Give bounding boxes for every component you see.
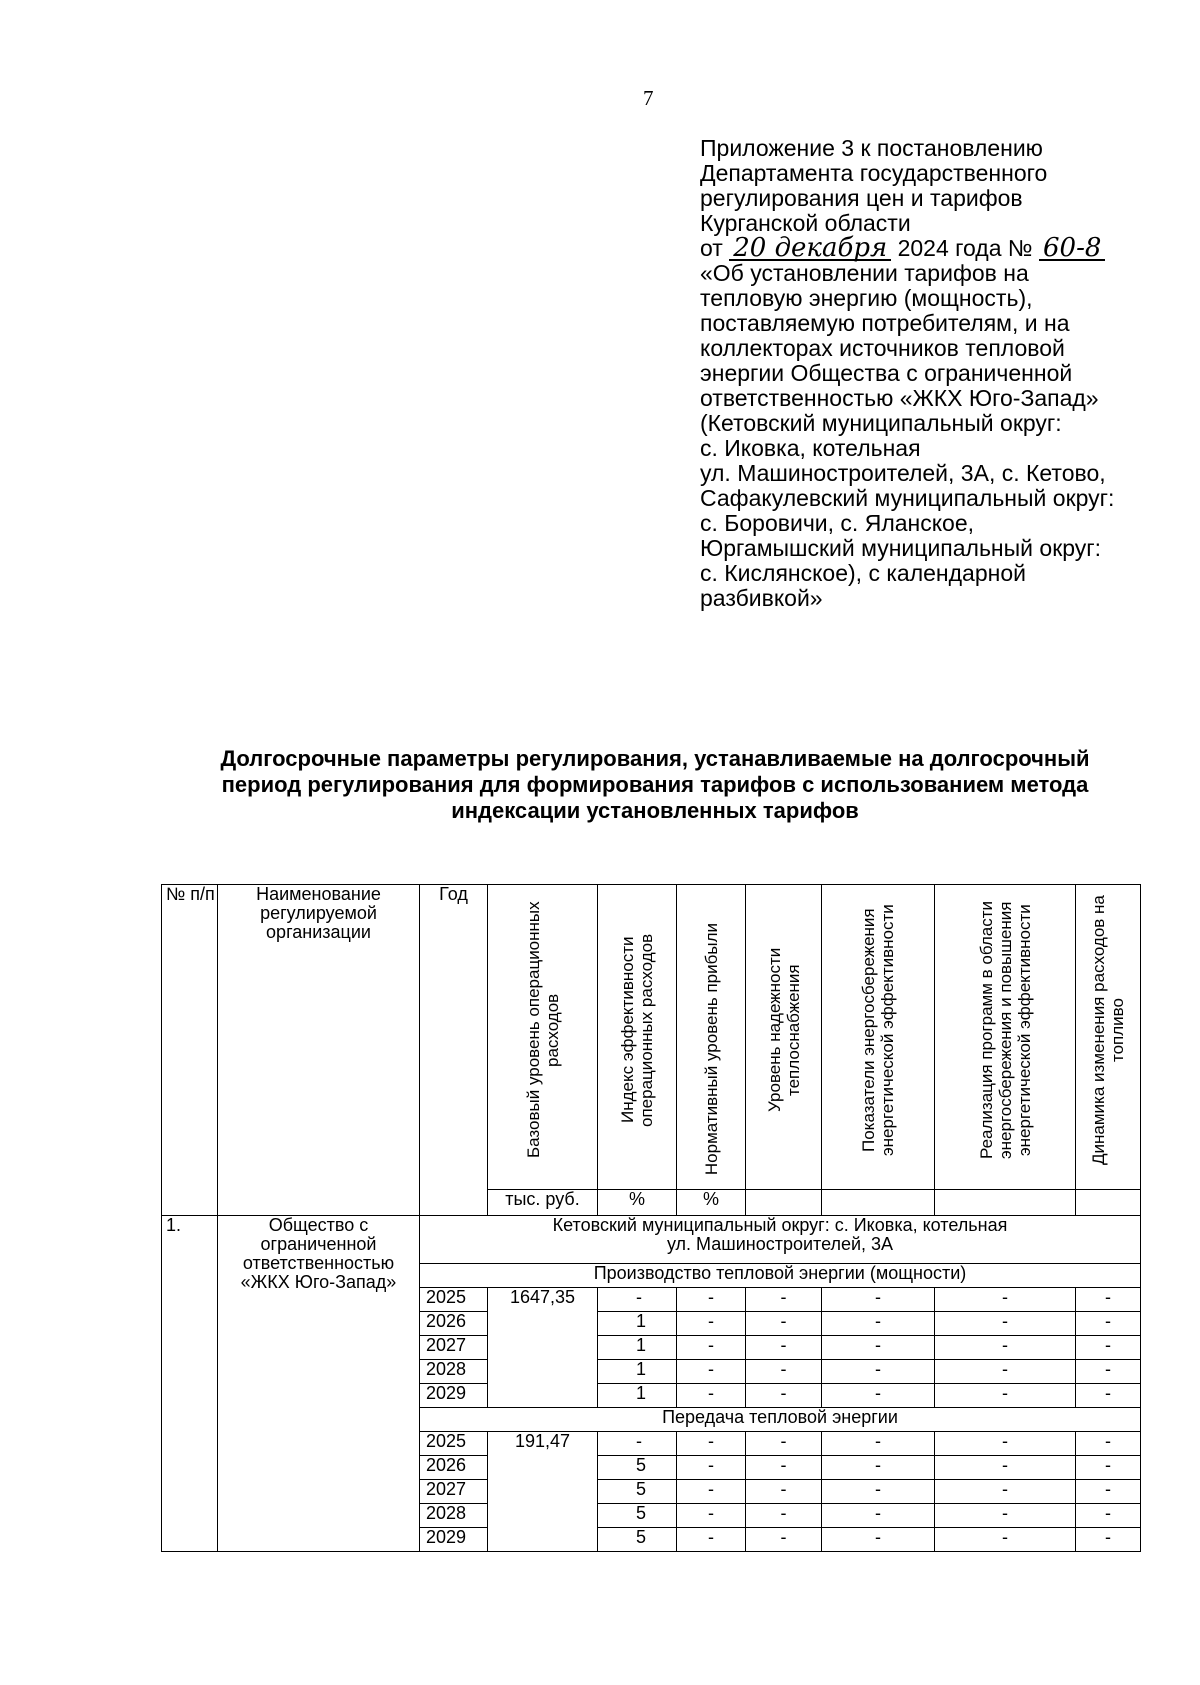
- parameters-table: [161, 884, 1141, 1552]
- row-number: 1.: [162, 1216, 218, 1552]
- eff-cell: 1: [598, 1336, 677, 1360]
- appendix-block: [700, 136, 1180, 611]
- unit-empty: [746, 1190, 822, 1216]
- profit-cell: -: [677, 1384, 746, 1408]
- date-year: 2024 года №: [897, 235, 1033, 261]
- subject-line: Сафакулевский муниципальный округ:: [700, 485, 1115, 511]
- location-line: Кетовский муниципальный округ: с. Иковка, котельная: [552, 1215, 1008, 1235]
- subject-line: коллекторах источников тепловой: [700, 335, 1065, 361]
- eff-cell: -: [598, 1432, 677, 1456]
- rel-cell: -: [746, 1288, 822, 1312]
- unit-base: тыс. руб.: [488, 1190, 598, 1216]
- fuel-cell: -: [1076, 1360, 1141, 1384]
- location: [420, 1216, 1141, 1264]
- title-line: Долгосрочные параметры регулирования, устанавливаемые на долгосрочный: [220, 746, 1090, 771]
- unit-empty: [1076, 1190, 1141, 1216]
- fuel-cell: -: [1076, 1384, 1141, 1408]
- subject-line: Юргамышский муниципальный округ:: [700, 535, 1102, 561]
- profit-cell: -: [677, 1336, 746, 1360]
- rel-cell: -: [746, 1360, 822, 1384]
- unit-profit: %: [677, 1190, 746, 1216]
- appendix-line: регулирования цен и тарифов: [700, 185, 1023, 211]
- appendix-date-line: [700, 233, 1180, 263]
- year-cell: 2029: [420, 1384, 488, 1408]
- year-cell: 2027: [420, 1336, 488, 1360]
- fuel-cell: -: [1076, 1432, 1141, 1456]
- ind-cell: -: [822, 1312, 935, 1336]
- base-value-cell: 191,47: [488, 1432, 598, 1552]
- rel-cell: -: [746, 1384, 822, 1408]
- rel-cell: -: [746, 1336, 822, 1360]
- location-line: ул. Машиностроителей, 3А: [666, 1234, 894, 1254]
- rel-cell: -: [746, 1480, 822, 1504]
- fuel-cell: -: [1076, 1456, 1141, 1480]
- ind-cell: -: [822, 1528, 935, 1552]
- unit-empty: [935, 1190, 1076, 1216]
- profit-cell: -: [677, 1312, 746, 1336]
- year-cell: 2025: [420, 1432, 488, 1456]
- prog-cell: -: [935, 1384, 1076, 1408]
- ind-cell: -: [822, 1432, 935, 1456]
- eff-cell: 5: [598, 1504, 677, 1528]
- rel-cell: -: [746, 1432, 822, 1456]
- header-energy-indicators: Показатели энергосбережения энергетической эффективности: [822, 885, 935, 1190]
- fuel-cell: -: [1076, 1336, 1141, 1360]
- location-row: [162, 1216, 1141, 1264]
- eff-cell: 1: [598, 1384, 677, 1408]
- ind-cell: -: [822, 1288, 935, 1312]
- title-line: период регулирования для формирования тарифов с использованием метода: [221, 772, 1089, 797]
- subject-line: с. Иковка, котельная: [700, 435, 921, 461]
- profit-cell: -: [677, 1288, 746, 1312]
- fuel-cell: -: [1076, 1480, 1141, 1504]
- profit-cell: -: [677, 1432, 746, 1456]
- eff-cell: 5: [598, 1456, 677, 1480]
- subject-line: ответственностью «ЖКХ Юго-Запад»: [700, 385, 1099, 411]
- rel-cell: -: [746, 1528, 822, 1552]
- fuel-cell: -: [1076, 1288, 1141, 1312]
- subject-line: разбивкой»: [700, 585, 823, 611]
- page-number: 7: [643, 86, 654, 110]
- eff-cell: 1: [598, 1312, 677, 1336]
- ind-cell: -: [822, 1480, 935, 1504]
- handwritten-number: 60-8: [1039, 237, 1105, 261]
- profit-cell: -: [677, 1360, 746, 1384]
- unit-eff-index: %: [598, 1190, 677, 1216]
- base-value-cell: 1647,35: [488, 1288, 598, 1408]
- subject-line: (Кетовский муниципальный округ:: [700, 410, 1062, 436]
- subject-line: с. Боровичи, с. Яланское,: [700, 510, 975, 536]
- profit-cell: -: [677, 1504, 746, 1528]
- date-prefix: от: [700, 235, 723, 261]
- fuel-cell: -: [1076, 1504, 1141, 1528]
- rel-cell: -: [746, 1456, 822, 1480]
- year-cell: 2026: [420, 1456, 488, 1480]
- appendix-line: Курганской области: [700, 210, 911, 236]
- subject-line: энергии Общества с ограниченной: [700, 360, 1073, 386]
- ind-cell: -: [822, 1360, 935, 1384]
- prog-cell: -: [935, 1360, 1076, 1384]
- rel-cell: -: [746, 1312, 822, 1336]
- eff-cell: 5: [598, 1528, 677, 1552]
- header-reliability: Уровень надежности теплоснабжения: [746, 885, 822, 1190]
- profit-cell: -: [677, 1456, 746, 1480]
- profit-cell: -: [677, 1480, 746, 1504]
- header-programs: Реализация программ в области энергосбережения и повышения энергетической эффективности: [935, 885, 1076, 1190]
- header-org: Наименование регулируемой организации: [218, 885, 420, 1216]
- appendix-line: Департамента государственного: [700, 160, 1048, 186]
- header-row: [162, 885, 1141, 1190]
- ind-cell: -: [822, 1504, 935, 1528]
- subject-line: тепловую энергию (мощность),: [700, 285, 1033, 311]
- subject-line: поставляемую потребителям, и на: [700, 310, 1070, 336]
- title-line: индексации установленных тарифов: [451, 798, 859, 823]
- header-profit: Нормативный уровень прибыли: [677, 885, 746, 1190]
- ind-cell: -: [822, 1456, 935, 1480]
- section-name: Передача тепловой энергии: [420, 1408, 1141, 1432]
- year-cell: 2028: [420, 1504, 488, 1528]
- eff-cell: 1: [598, 1360, 677, 1384]
- header-fuel: Динамика изменения расходов на топливо: [1076, 885, 1141, 1190]
- year-cell: 2027: [420, 1480, 488, 1504]
- year-cell: 2029: [420, 1528, 488, 1552]
- eff-cell: 5: [598, 1480, 677, 1504]
- prog-cell: -: [935, 1528, 1076, 1552]
- header-base: Базовый уровень операционных расходов: [488, 885, 598, 1190]
- organization-name: Общество с ограниченной ответственностью «ЖКХ Юго-Запад»: [218, 1216, 420, 1552]
- subject-line: с. Кислянское), с календарной: [700, 560, 1026, 586]
- handwritten-date: 20 декабря: [729, 237, 891, 261]
- prog-cell: -: [935, 1504, 1076, 1528]
- year-cell: 2025: [420, 1288, 488, 1312]
- prog-cell: -: [935, 1456, 1076, 1480]
- prog-cell: -: [935, 1432, 1076, 1456]
- section-name: Производство тепловой энергии (мощности): [420, 1264, 1141, 1288]
- fuel-cell: -: [1076, 1312, 1141, 1336]
- year-cell: 2026: [420, 1312, 488, 1336]
- subject-line: «Об установлении тарифов на: [700, 260, 1029, 286]
- appendix-line: Приложение 3 к постановлению: [700, 135, 1043, 161]
- prog-cell: -: [935, 1336, 1076, 1360]
- ind-cell: -: [822, 1384, 935, 1408]
- prog-cell: -: [935, 1480, 1076, 1504]
- eff-cell: -: [598, 1288, 677, 1312]
- rel-cell: -: [746, 1504, 822, 1528]
- ind-cell: -: [822, 1336, 935, 1360]
- subject-line: ул. Машиностроителей, 3А, с. Кетово,: [700, 460, 1106, 486]
- header-year: Год: [420, 885, 488, 1216]
- profit-cell: -: [677, 1528, 746, 1552]
- year-cell: 2028: [420, 1360, 488, 1384]
- document-title: [170, 746, 1140, 824]
- unit-empty: [822, 1190, 935, 1216]
- prog-cell: -: [935, 1312, 1076, 1336]
- prog-cell: -: [935, 1288, 1076, 1312]
- header-num: № п/п: [162, 885, 218, 1216]
- fuel-cell: -: [1076, 1528, 1141, 1552]
- header-eff-index: Индекс эффективности операционных расходов: [598, 885, 677, 1190]
